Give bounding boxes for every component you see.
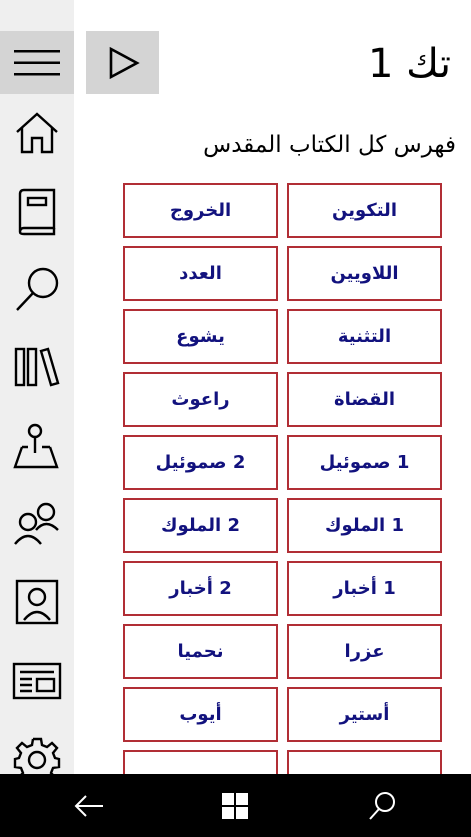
book-button-1-kings[interactable]: 1 الملوك [287, 498, 442, 553]
book-icon [14, 188, 60, 236]
map-pin-icon [12, 421, 62, 471]
book-button-1-chronicles[interactable]: 1 أخبار [287, 561, 442, 616]
book-button-judges[interactable]: القضاة [287, 372, 442, 427]
start-button[interactable] [215, 786, 255, 826]
taskbar-search-icon [367, 791, 397, 821]
sidebar [0, 0, 74, 774]
system-taskbar [0, 774, 471, 837]
book-button-2-chronicles[interactable]: 2 أخبار [123, 561, 278, 616]
book-button-ruth[interactable]: راعوث [123, 372, 278, 427]
book-button-exodus[interactable]: الخروج [123, 183, 278, 238]
book-button-esther[interactable]: أستير [287, 687, 442, 742]
hamburger-menu-icon [12, 48, 62, 78]
book-button-2-samuel[interactable]: 2 صموئيل [123, 435, 278, 490]
book-button-1-samuel[interactable]: 1 صموئيل [287, 435, 442, 490]
search-icon [13, 266, 61, 314]
books-grid [123, 183, 442, 774]
play-button[interactable] [86, 31, 159, 94]
contact-icon [14, 578, 60, 626]
people-icon [12, 500, 62, 548]
news-icon [12, 661, 62, 701]
book-button-genesis[interactable]: التكوين [287, 183, 442, 238]
sidebar-item-book[interactable] [0, 180, 74, 244]
sidebar-item-map[interactable] [0, 414, 74, 478]
book-button-next-left[interactable] [123, 750, 278, 774]
sidebar-item-news[interactable] [0, 649, 74, 713]
hamburger-menu-button[interactable] [0, 31, 74, 94]
back-button[interactable] [69, 786, 109, 826]
windows-start-icon [221, 792, 249, 820]
book-button-nehemiah[interactable]: نحميا [123, 624, 278, 679]
book-button-2-kings[interactable]: 2 الملوك [123, 498, 278, 553]
book-button-job[interactable]: أيوب [123, 687, 278, 742]
library-icon [13, 345, 61, 389]
book-button-joshua[interactable]: يشوع [123, 309, 278, 364]
book-button-numbers[interactable]: العدد [123, 246, 278, 301]
sidebar-item-search[interactable] [0, 258, 74, 322]
sidebar-item-home[interactable] [0, 101, 74, 165]
book-button-leviticus[interactable]: اللاويين [287, 246, 442, 301]
sidebar-item-settings[interactable] [0, 728, 74, 774]
settings-icon [13, 736, 61, 774]
section-title-container [74, 120, 471, 168]
back-arrow-icon [73, 793, 105, 819]
play-icon [106, 46, 140, 80]
page-title: تك 1 [367, 41, 451, 87]
sidebar-item-people[interactable] [0, 492, 74, 556]
section-title: فهرس كل الكتاب المقدس [203, 132, 456, 158]
book-button-deuteronomy[interactable]: التثنية [287, 309, 442, 364]
taskbar-search-button[interactable] [362, 786, 402, 826]
book-button-next-right[interactable] [287, 750, 442, 774]
book-button-ezra[interactable]: عزرا [287, 624, 442, 679]
sidebar-item-library[interactable] [0, 335, 74, 399]
sidebar-item-contact[interactable] [0, 570, 74, 634]
home-icon [14, 110, 60, 156]
